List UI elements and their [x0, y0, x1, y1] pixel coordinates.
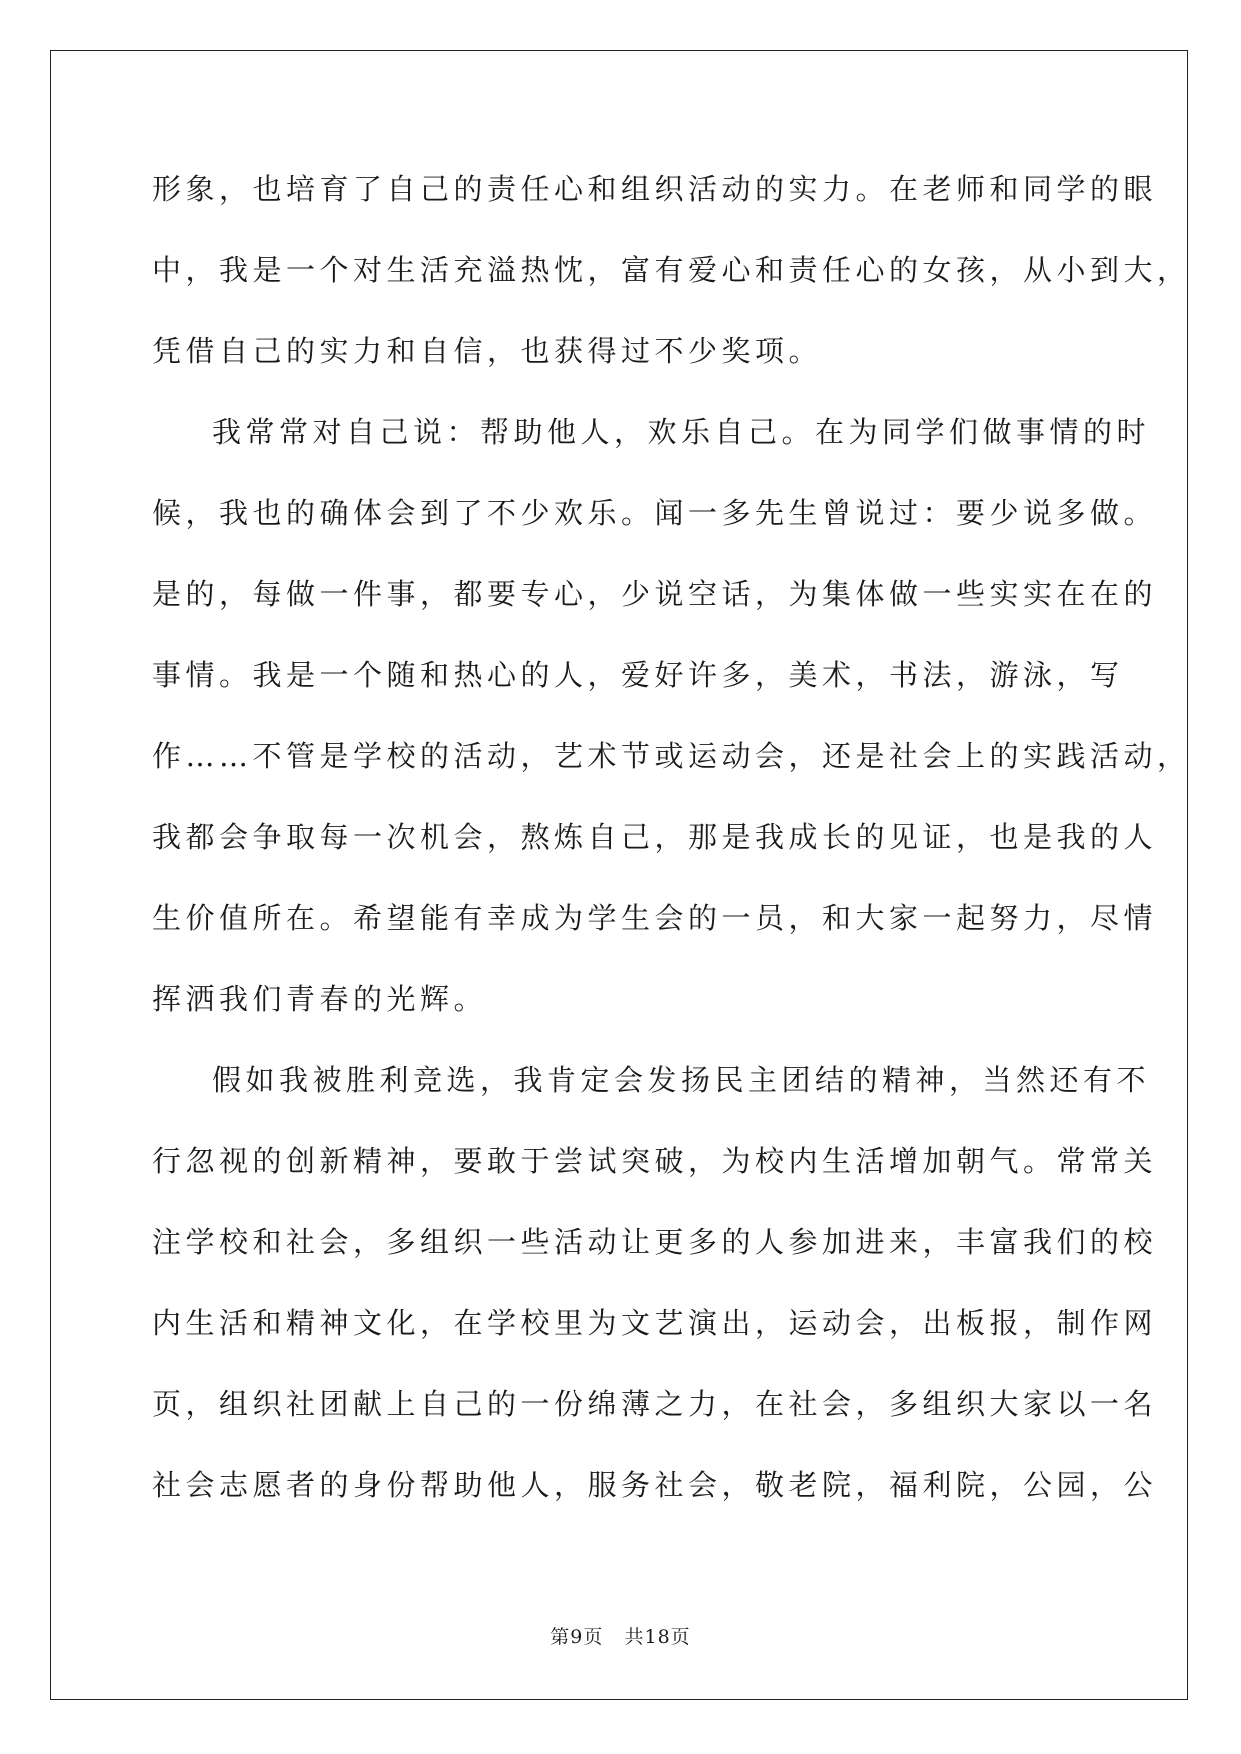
text-line: 候，我也的确体会到了不少欢乐。闻一多先生曾说过：要少说多做。 [152, 496, 1158, 530]
text-line: 凭借自己的实力和自信，也获得过不少奖项。 [152, 334, 823, 368]
text-line: 社会志愿者的身份帮助他人，服务社会，敬老院，福利院，公园，公 [152, 1468, 1158, 1502]
document-body [152, 165, 1191, 1542]
text-line: 中，我是一个对生活充溢热忱，富有爱心和责任心的女孩，从小到大， [152, 253, 1191, 287]
paragraph-first-line: 假如我被胜利竞选，我肯定会发扬民主团结的精神，当然还有不 [212, 1063, 1151, 1097]
text-line: 形象，也培育了自己的责任心和组织活动的实力。在老师和同学的眼 [152, 172, 1158, 206]
page-number-footer: 第9页 共18页 [550, 1626, 691, 1648]
text-line: 注学校和社会，多组织一些活动让更多的人参加进来，丰富我们的校 [152, 1225, 1158, 1259]
text-line: 是的，每做一件事，都要专心，少说空话，为集体做一些实实在在的 [152, 577, 1158, 611]
paragraph-first-line: 我常常对自己说：帮助他人，欢乐自己。在为同学们做事情的时 [212, 415, 1151, 449]
text-line: 行忽视的创新精神，要敢于尝试突破，为校内生活增加朝气。常常关 [152, 1144, 1158, 1178]
text-line: 我都会争取每一次机会，熬炼自己，那是我成长的见证，也是我的人 [152, 820, 1158, 854]
text-line: 挥洒我们青春的光辉。 [152, 982, 488, 1016]
text-line: 事情。我是一个随和热心的人，爱好许多，美术，书法，游泳，写 [152, 658, 1124, 692]
text-line: 内生活和精神文化，在学校里为文艺演出，运动会，出板报，制作网 [152, 1306, 1158, 1340]
text-line: 作……不管是学校的活动，艺术节或运动会，还是社会上的实践活动， [152, 739, 1191, 773]
text-line: 生价值所在。希望能有幸成为学生会的一员，和大家一起努力，尽情 [152, 901, 1158, 935]
text-line: 页，组织社团献上自己的一份绵薄之力，在社会，多组织大家以一名 [152, 1387, 1158, 1421]
